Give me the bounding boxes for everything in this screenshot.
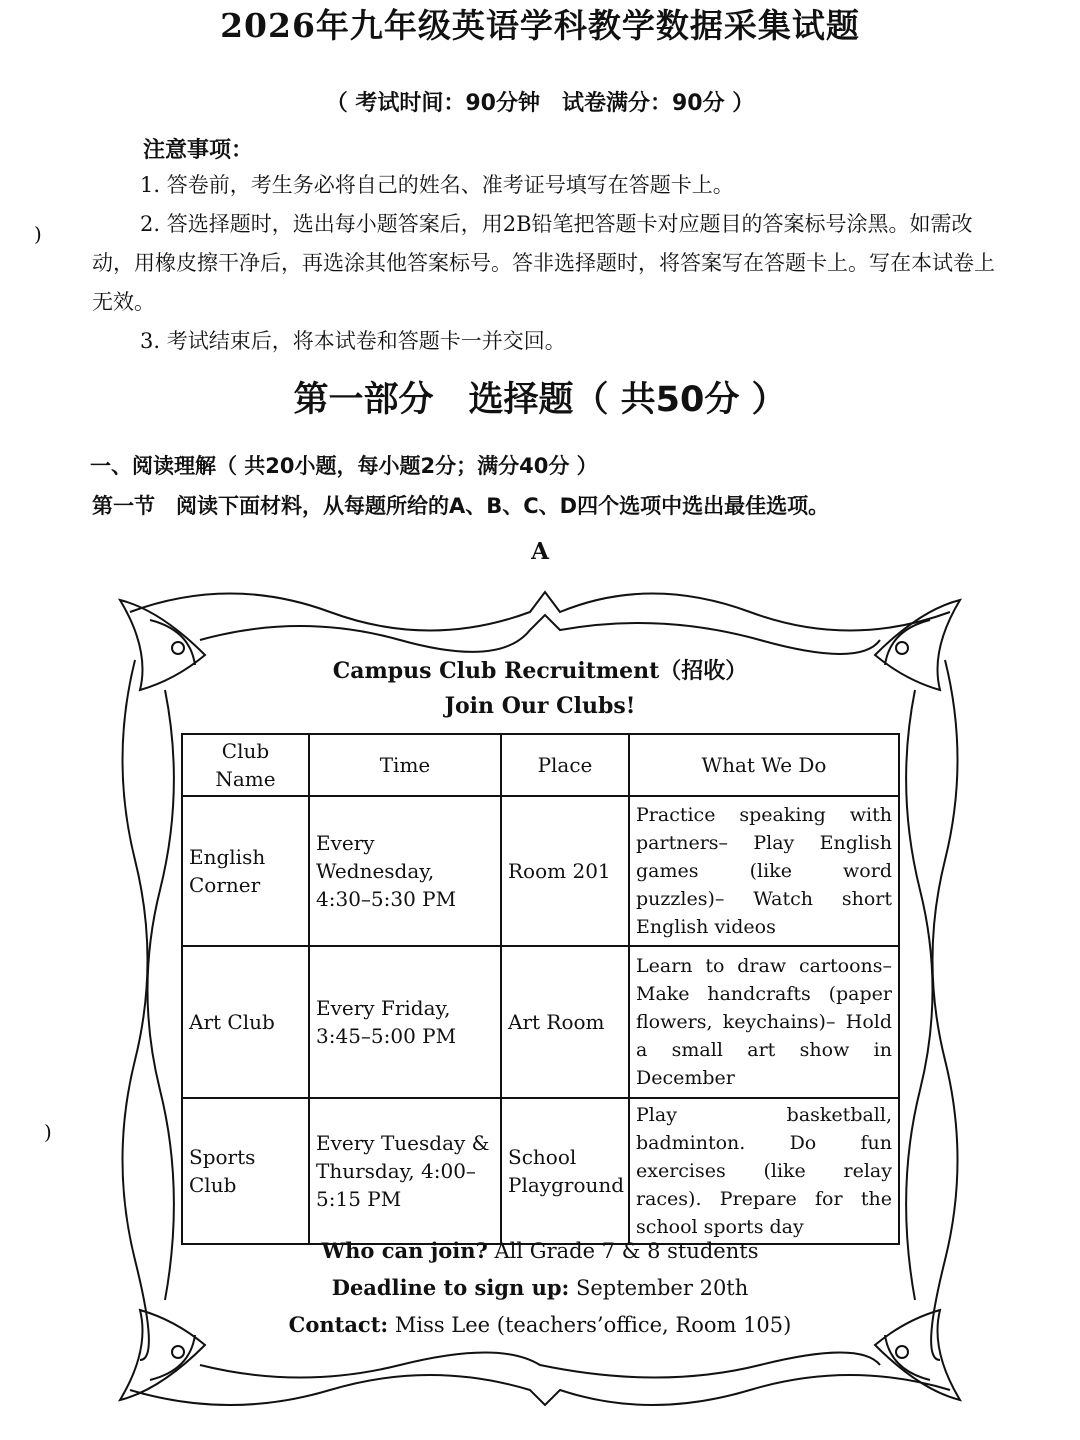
description-cell: Practice speaking with partners– Play English games (like word puzzles)– Watch short English videos bbox=[629, 796, 899, 946]
place-cell: School Playground bbox=[501, 1098, 629, 1244]
club-table bbox=[181, 733, 900, 1245]
club-name-cell: Art Club bbox=[182, 946, 309, 1098]
table-row bbox=[182, 1098, 899, 1244]
notice-item-2: 2. 答选择题时，选出每小题答案后，用2B铅笔把答题卡对应题目的答案标号涂黑。如需改动，用橡皮擦干净后，再选涂其他答案标号。答非选择题时，将答案写在答题卡上。写在本试卷上无效。 bbox=[92, 212, 995, 314]
who-label: Who can join? bbox=[321, 1238, 488, 1263]
passage-letter: A bbox=[531, 538, 549, 565]
place-cell: Art Room bbox=[501, 946, 629, 1098]
place-cell: Room 201 bbox=[501, 796, 629, 946]
header-place: Place bbox=[501, 734, 629, 796]
header-club-name: Club Name bbox=[182, 734, 309, 796]
exam-info: （ 考试时间：90分钟 试卷满分：90分 ） bbox=[325, 91, 755, 116]
contact bbox=[0, 1312, 1080, 1337]
margin-mark-upper: ) bbox=[34, 222, 42, 246]
header-time: Time bbox=[309, 734, 501, 796]
exam-title: 2026年九年级英语学科教学数据采集试题 bbox=[220, 6, 860, 45]
deadline-value: September 20th bbox=[569, 1276, 749, 1300]
deadline-label: Deadline to sign up: bbox=[331, 1275, 570, 1300]
who-value: All Grade 7 & 8 students bbox=[487, 1239, 759, 1263]
frame-left-inner bbox=[148, 690, 174, 1300]
frame-bottom-outer bbox=[130, 1375, 950, 1405]
frame-top-outer bbox=[130, 592, 950, 631]
contact-label: Contact: bbox=[288, 1312, 389, 1337]
frame-bottom-inner bbox=[200, 1353, 880, 1378]
table-row bbox=[182, 946, 899, 1098]
notice-heading: 注意事项： bbox=[143, 138, 254, 163]
header-what-we-do: What We Do bbox=[629, 734, 899, 796]
notice-item-3: 3. 考试结束后，将本试卷和答题卡一并交回。 bbox=[140, 329, 566, 353]
time-cell: Every Wednesday, 4:30–5:30 PM bbox=[309, 796, 501, 946]
frame-right-inner bbox=[906, 690, 932, 1300]
subsection-instruction: 第一节 阅读下面材料，从每题所给的A、B、C、D四个选项中选出最佳选项。 bbox=[92, 494, 830, 518]
section-heading: 一、阅读理解（ 共20小题，每小题2分；满分40分 ） bbox=[90, 454, 598, 478]
deadline bbox=[0, 1275, 1080, 1300]
who-can-join bbox=[0, 1238, 1080, 1263]
margin-mark-lower: ) bbox=[44, 1120, 52, 1144]
notice-item-1: 1. 答卷前，考生务必将自己的姓名、准考证号填写在答题卡上。 bbox=[140, 173, 734, 197]
club-name-cell: Sports Club bbox=[182, 1098, 309, 1244]
description-cell: Play basketball, badminton. Do fun exercises (like relay races). Prepare for the school sports day bbox=[629, 1098, 899, 1244]
contact-value: Miss Lee (teachers’office, Room 105) bbox=[388, 1313, 792, 1337]
time-cell: Every Friday, 3:45–5:00 PM bbox=[309, 946, 501, 1098]
table-row bbox=[182, 796, 899, 946]
time-cell: Every Tuesday & Thursday, 4:00–5:15 PM bbox=[309, 1098, 501, 1244]
poster-title: Campus Club Recruitment（招收） bbox=[332, 658, 748, 684]
description-cell: Learn to draw cartoons– Make handcrafts (paper flowers, keychains)– Hold a small art show in December bbox=[629, 946, 899, 1098]
part1-title: 第一部分 选择题（ 共50分 ） bbox=[293, 380, 787, 420]
poster-subtitle: Join Our Clubs! bbox=[444, 693, 636, 719]
club-name-cell: English Corner bbox=[182, 796, 309, 946]
table-header-row bbox=[182, 734, 899, 796]
